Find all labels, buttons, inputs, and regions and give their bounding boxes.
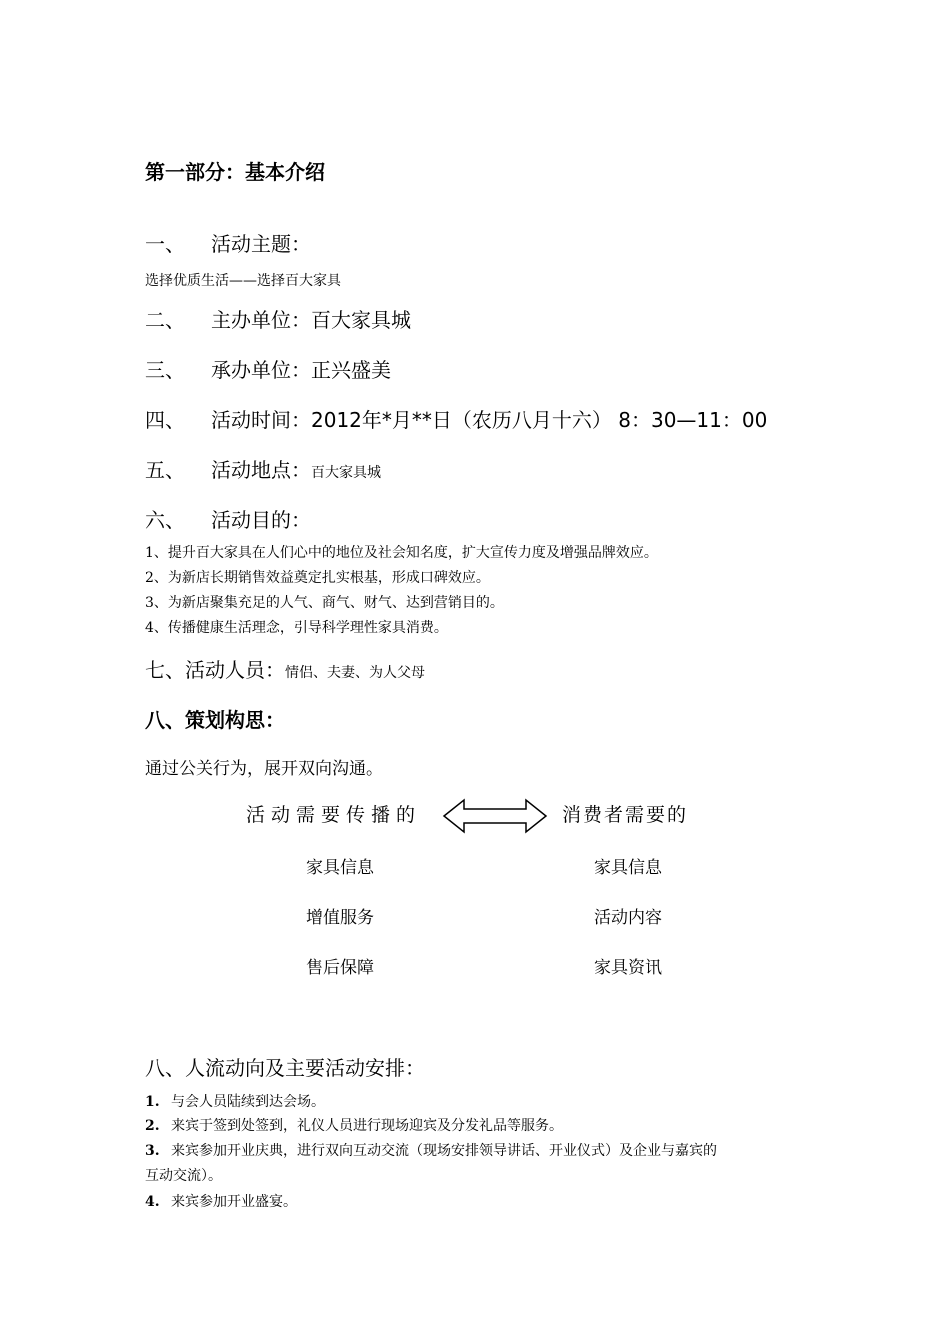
part-title: 第一部分：基本介绍 [145, 160, 325, 184]
section-number: 三、 [145, 358, 185, 382]
section-participants-heading [145, 654, 425, 683]
purpose-item: 4、传播健康生活理念，引导科学理性家具消费。 [145, 620, 448, 636]
diagram-right-item: 活动内容 [594, 908, 662, 928]
section-flow-heading: 八、人流动向及主要活动安排： [145, 1056, 425, 1080]
diagram-left-item: 增值服务 [306, 908, 374, 928]
section-label: 活动目的： [211, 508, 311, 532]
section-number: 六、 [145, 508, 185, 532]
section-concept-heading: 八、策划构思： [145, 708, 285, 732]
concept-intro: 通过公关行为，展开双向沟通。 [145, 759, 383, 779]
section-number: 五、 [145, 458, 185, 482]
section-number: 二、 [145, 308, 185, 332]
diagram-right-item: 家具信息 [594, 858, 662, 878]
section-time-heading [145, 404, 767, 433]
diagram-right-title: 消费者需要的 [562, 804, 689, 826]
diagram-left-item: 售后保障 [306, 958, 374, 978]
diagram-left-item: 家具信息 [306, 858, 374, 878]
purpose-item: 1、提升百大家具在人们心中的地位及社会知名度，扩大宣传力度及增强品牌效应。 [145, 545, 658, 561]
flow-item-continuation: 互动交流）。 [145, 1168, 222, 1184]
flow-item: 3. 来宾参加开业庆典，进行双向互动交流（现场安排领导讲话、开业仪式）及企业与嘉宾的 [145, 1143, 717, 1159]
section-organizer-heading [145, 354, 391, 383]
purpose-item: 2、为新店长期销售效益奠定扎实根基，形成口碑效应。 [145, 570, 490, 586]
double-arrow-icon [442, 797, 548, 835]
section-purpose-heading [145, 504, 311, 533]
section-label: 活动地点： [211, 458, 311, 482]
flow-item: 2. 来宾于签到处签到，礼仪人员进行现场迎宾及分发礼品等服务。 [145, 1118, 563, 1134]
diagram-right-item: 家具资讯 [594, 958, 662, 978]
section-label: 七、活动人员： [145, 658, 285, 682]
theme-text: 选择优质生活——选择百大家具 [145, 273, 341, 289]
diagram-left-title: 活动需要传播的 [246, 804, 422, 826]
section-label: 主办单位：百大家具城 [211, 308, 411, 332]
venue-value: 百大家具城 [311, 465, 381, 481]
purpose-item: 3、为新店聚集充足的人气、商气、财气、达到营销目的。 [145, 595, 504, 611]
flow-item: 1. 与会人员陆续到达会场。 [145, 1094, 325, 1110]
section-label: 承办单位：正兴盛美 [211, 358, 391, 382]
section-number: 四、 [145, 408, 185, 432]
section-label: 活动时间：2012年*月**日（农历八月十六） 8：30—11：00 [211, 408, 768, 432]
section-venue-heading [145, 454, 381, 483]
section-label: 活动主题： [211, 232, 311, 256]
flow-item: 4. 来宾参加开业盛宴。 [145, 1194, 297, 1210]
section-host-heading [145, 304, 411, 333]
section-number: 一、 [145, 232, 185, 256]
section-theme-heading [145, 228, 311, 257]
participants-value: 情侣、夫妻、为人父母 [285, 665, 425, 681]
